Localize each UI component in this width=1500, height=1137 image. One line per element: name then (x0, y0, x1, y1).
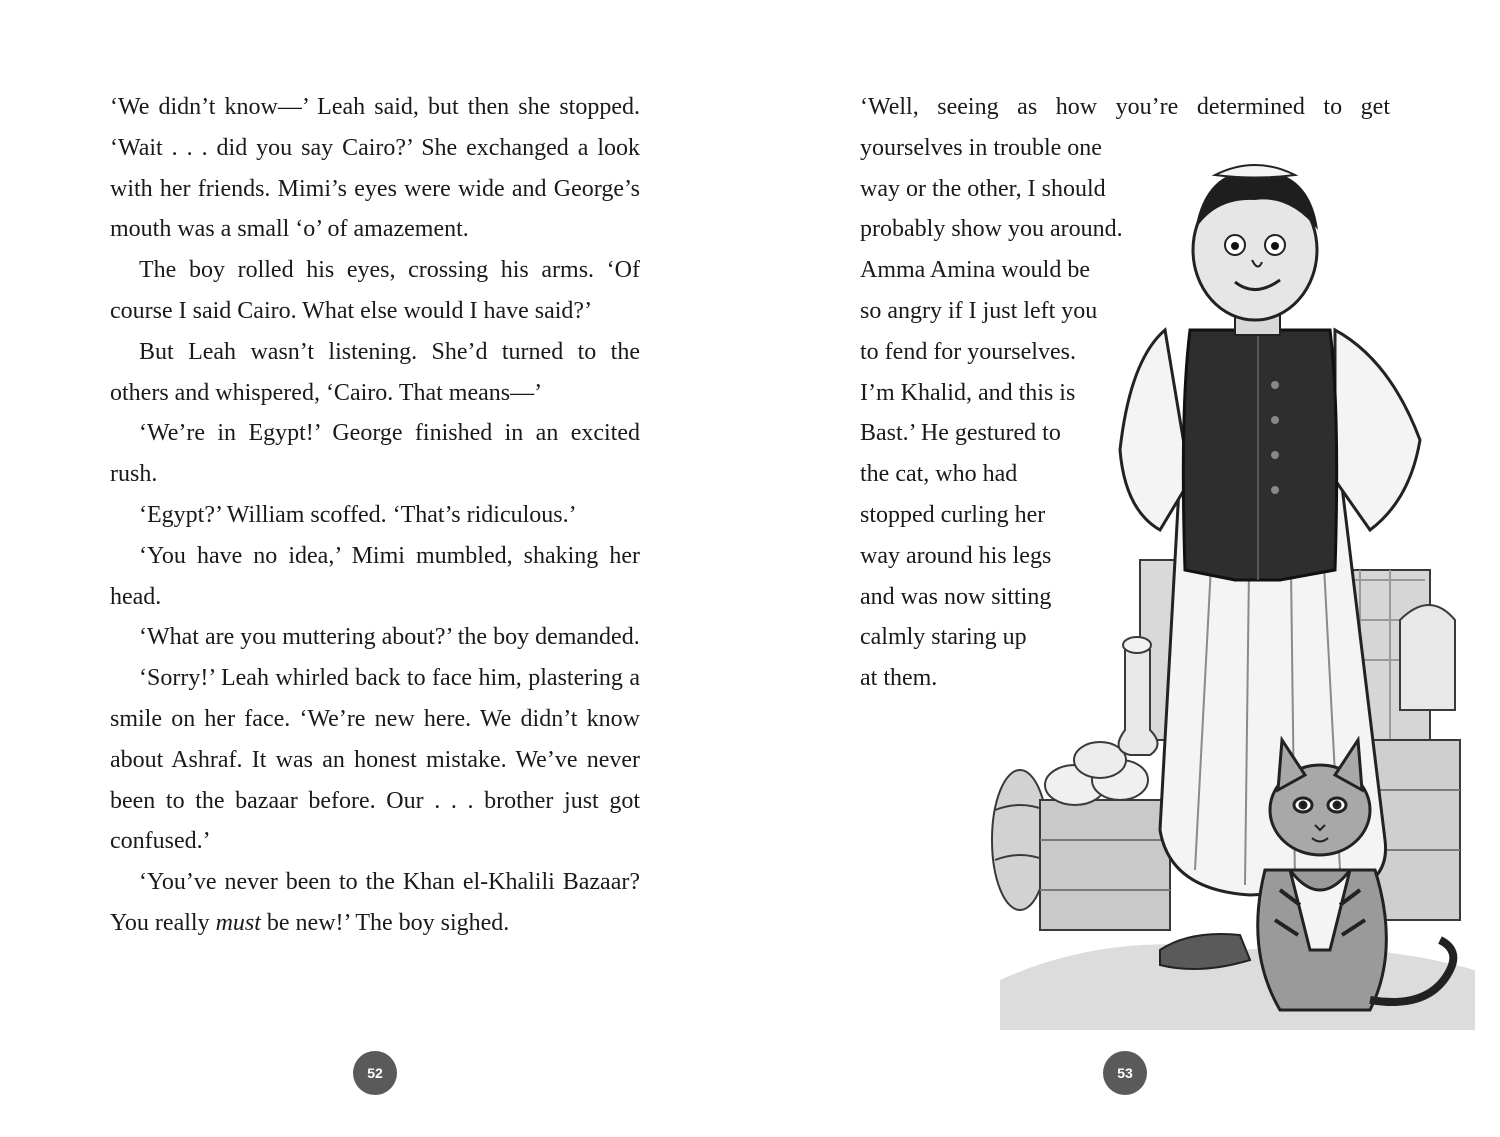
left-text-column (110, 87, 640, 944)
paragraph: ‘You have no idea,’ Mimi mumbled, shaking her head. (110, 542, 640, 610)
paragraph: ‘What are you muttering about?’ the boy demanded. (139, 624, 640, 651)
paragraph: The boy rolled his eyes, crossing his arms. ‘Of course I said Cairo. What else would I have said?’ (110, 257, 640, 324)
boy-head (1193, 165, 1318, 320)
sandal (1160, 934, 1250, 969)
paragraph: ‘Sorry!’ Leah whirled back to face him, plastering a smile on her face. ‘We’re new here. We didn’t know about Ashraf. It was an honest mistake. We’ve never been to the bazaar before. Our . . . brother just got confused.’ (110, 665, 640, 855)
text-line: calmly staring up (860, 624, 1027, 651)
text-line: at them. (860, 665, 938, 692)
text-line: probably show you around. (860, 216, 1123, 243)
page-number-badge (353, 1051, 397, 1095)
text-line: way around his legs (860, 542, 1052, 569)
text-line: the cat, who had (860, 461, 1018, 488)
text-line: so angry if I just left you (860, 297, 1098, 324)
right-sleeve (1335, 330, 1420, 530)
text-line: and was now sitting (860, 583, 1052, 610)
text-line: yourselves in trouble one (860, 134, 1102, 161)
page-number-badge (1103, 1051, 1147, 1095)
text-run: ‘You’ve never been to the Khan el-Khalili Bazaar? You really (110, 869, 640, 936)
page-number: 52 (367, 1065, 383, 1081)
text-line: way or the other, I should (860, 175, 1106, 202)
text-line: Bast.’ He gestured to (860, 420, 1061, 447)
paragraph-last (110, 862, 640, 944)
paragraph: ‘We’re in Egypt!’ George finished in an excited rush. (110, 420, 640, 488)
paragraph: ‘We didn’t know—’ Leah said, but then she stopped. ‘Wait . . . did you say Cairo?’ She exchanged a look with her friends. Mimi’s eyes were wide and George’s mouth was a small ‘o’ of amazement. (110, 94, 640, 243)
left-sleeve (1120, 330, 1190, 530)
page-number: 53 (1117, 1065, 1133, 1081)
text-line: stopped curling her (860, 501, 1046, 528)
text-line: I’m Khalid, and this is (860, 379, 1076, 406)
text-line: ‘Well, seeing as how you’re determined to get (860, 94, 1390, 120)
text-run: be new!’ The boy sighed. (260, 909, 510, 936)
emphasis-text: must (215, 909, 261, 936)
text-line: to fend for yourselves. (860, 338, 1076, 365)
paragraph: But Leah wasn’t listening. She’d turned to the others and whispered, ‘Cairo. That means—’ (110, 338, 640, 406)
text-line: Amma Amina would be (860, 257, 1090, 284)
paragraph: ‘Egypt?’ William scoffed. ‘That’s ridiculous.’ (139, 501, 577, 528)
vest (1183, 330, 1336, 580)
boy-and-cat-illustration (990, 150, 1485, 1030)
